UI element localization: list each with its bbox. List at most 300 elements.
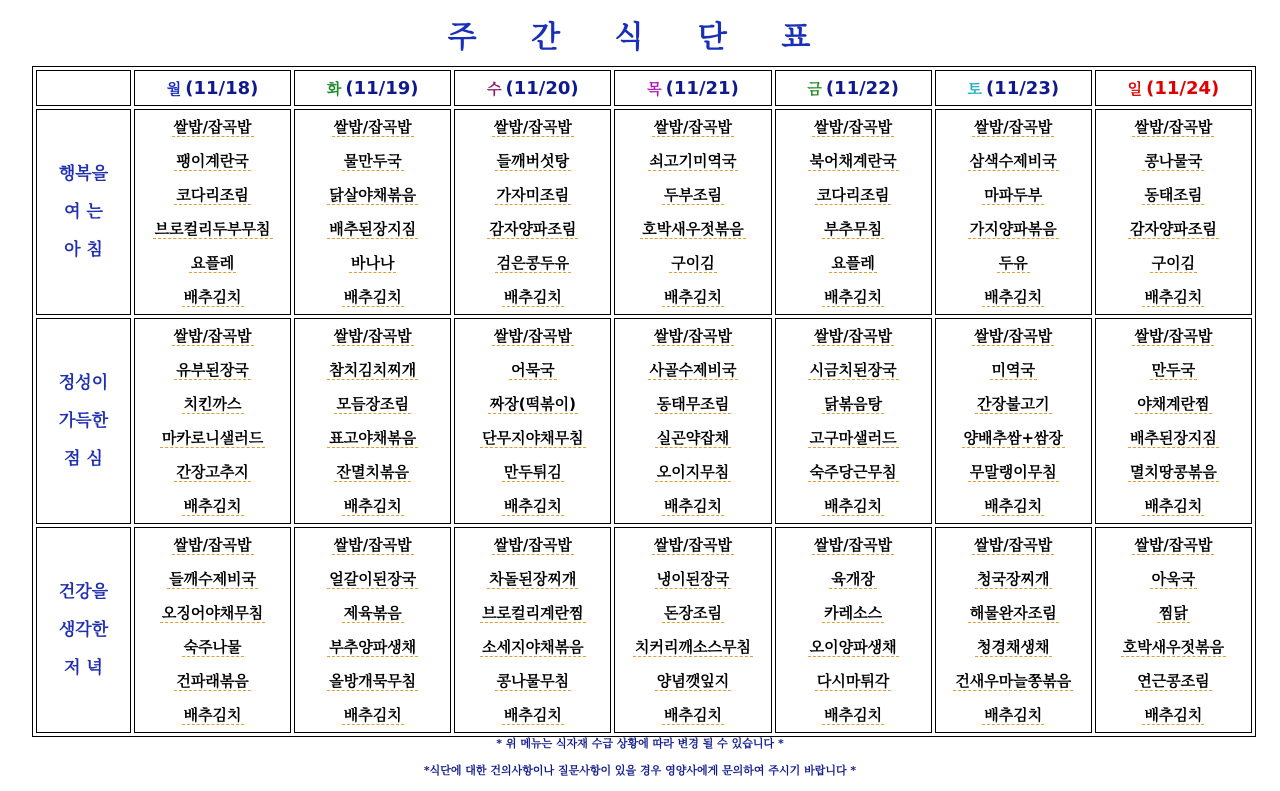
menu-item-text: 구이김	[1151, 254, 1196, 272]
menu-item	[776, 246, 931, 280]
menu-item	[776, 110, 931, 144]
menu-item-text: 브로컬리계란찜	[482, 604, 584, 622]
menu-item	[455, 455, 610, 489]
menu-item-text: 간장불고기	[977, 395, 1050, 413]
menu-item	[135, 630, 290, 664]
menu-item-text: 동태조림	[1144, 186, 1203, 204]
menu-item	[295, 110, 450, 144]
menu-item-text: 해물완자조림	[969, 604, 1057, 622]
menu-item	[615, 280, 770, 314]
menu-item	[615, 664, 770, 698]
menu-item	[455, 528, 610, 562]
menu-item	[936, 664, 1091, 698]
day-header	[454, 70, 611, 106]
day-date-label: (11/20)	[505, 77, 579, 99]
menu-item-text: 두유	[998, 254, 1028, 272]
menu-cell	[775, 109, 932, 315]
menu-item	[936, 596, 1091, 630]
menu-item	[936, 630, 1091, 664]
menu-item	[295, 212, 450, 246]
menu-item-text: 쌀밥/잡곡밥	[974, 536, 1053, 554]
menu-item-text: 닭볶음탕	[824, 395, 883, 413]
menu-item-text: 얼갈이된장국	[329, 570, 417, 588]
menu-item	[615, 596, 770, 630]
day-date-label: (11/18)	[185, 77, 259, 99]
menu-item	[936, 562, 1091, 596]
menu-item	[295, 246, 450, 280]
menu-item-text: 배추김치	[343, 706, 402, 724]
menu-item	[1096, 319, 1251, 353]
menu-item	[1096, 178, 1251, 212]
menu-item-text: 양배추쌈+쌈장	[963, 429, 1064, 447]
menu-item-text: 배추김치	[984, 497, 1043, 515]
menu-item	[1096, 562, 1251, 596]
menu-item	[455, 319, 610, 353]
meal-label	[36, 527, 131, 733]
menu-item-text: 마카로니샐러드	[161, 429, 264, 447]
menu-item-text: 청경채생채	[977, 638, 1050, 656]
menu-item-text: 쇠고기미역국	[649, 152, 737, 170]
page-title: 주 간 식 단 표	[447, 20, 833, 55]
menu-item	[455, 421, 610, 455]
meal-row	[36, 109, 1252, 315]
menu-item-text: 어묵국	[511, 361, 555, 379]
menu-item	[135, 664, 290, 698]
menu-item	[615, 144, 770, 178]
menu-item-text: 배추김치	[183, 706, 242, 724]
menu-item-text: 배추김치	[984, 288, 1043, 306]
menu-item-text: 다시마튀각	[816, 672, 890, 690]
menu-item	[776, 630, 931, 664]
menu-item	[135, 178, 290, 212]
menu-item	[936, 144, 1091, 178]
meal-label-line: 가득한	[58, 411, 109, 431]
menu-cell	[1095, 109, 1252, 315]
menu-item-text: 쌀밥/잡곡밥	[173, 118, 252, 136]
menu-item-text: 쌀밥/잡곡밥	[814, 327, 893, 345]
menu-item	[1096, 246, 1251, 280]
menu-item	[455, 144, 610, 178]
menu-item-text: 배추김치	[503, 288, 562, 306]
meal-row	[36, 318, 1252, 524]
menu-item-text: 쌀밥/잡곡밥	[1134, 118, 1213, 136]
menu-item-text: 쌀밥/잡곡밥	[654, 536, 732, 554]
menu-item-text: 쌀밥/잡곡밥	[814, 536, 893, 554]
menu-item	[776, 562, 931, 596]
menu-item	[615, 455, 770, 489]
menu-item-text: 검은콩두유	[496, 254, 570, 272]
menu-item	[1096, 596, 1251, 630]
menu-item	[936, 528, 1091, 562]
menu-cell	[134, 527, 291, 733]
menu-item	[455, 280, 610, 314]
menu-item-text: 배추김치	[503, 497, 562, 515]
menu-item-text: 찜닭	[1158, 604, 1188, 622]
menu-item-text: 코다리조림	[176, 186, 249, 204]
meal-label-line: 여 는	[64, 202, 103, 222]
menu-item-text: 야채계란찜	[1137, 395, 1210, 413]
menu-item	[615, 489, 770, 523]
menu-item-text: 배추김치	[984, 706, 1043, 724]
menu-item-text: 표고야채볶음	[329, 429, 417, 447]
menu-item-text: 쌀밥/잡곡밥	[333, 536, 412, 554]
menu-cell	[614, 527, 771, 733]
menu-item	[455, 698, 610, 732]
menu-item	[455, 246, 610, 280]
menu-item	[295, 664, 450, 698]
menu-item-text: 간장고추지	[176, 463, 249, 481]
menu-item-text: 삼색수제비국	[969, 152, 1057, 170]
menu-item	[1096, 110, 1251, 144]
menu-item-text: 배추김치	[1144, 288, 1203, 306]
menu-item	[135, 212, 290, 246]
menu-cell	[1095, 318, 1252, 524]
menu-item-text: 쌀밥/잡곡밥	[173, 536, 252, 554]
menu-item	[936, 280, 1091, 314]
menu-item-text: 고구마샐러드	[809, 429, 897, 447]
menu-item-text: 호박새우젓볶음	[642, 220, 744, 238]
meal-label-line: 행복을	[58, 164, 109, 184]
menu-item-text: 오이지무침	[656, 463, 730, 481]
menu-item	[295, 596, 450, 630]
menu-item-text: 닭살야채볶음	[329, 186, 417, 204]
menu-item	[615, 630, 770, 664]
menu-item-text: 쌀밥/잡곡밥	[493, 536, 572, 554]
menu-item	[936, 455, 1091, 489]
menu-item	[295, 489, 450, 523]
menu-item	[455, 178, 610, 212]
menu-item	[1096, 353, 1251, 387]
menu-item	[1096, 630, 1251, 664]
meal-label-line: 생각한	[58, 620, 109, 640]
meal-label-line: 저 녁	[64, 658, 103, 678]
day-header	[775, 70, 932, 106]
menu-item	[455, 110, 610, 144]
meal-label	[36, 318, 131, 524]
day-date-label: (11/23)	[985, 77, 1060, 99]
menu-cell	[775, 527, 932, 733]
menu-item-text: 부추무침	[824, 220, 883, 238]
menu-item-text: 숙주나물	[183, 638, 242, 656]
menu-item-text: 감자양파조림	[489, 220, 577, 238]
day-date-label: (11/19)	[345, 77, 419, 99]
menu-item	[135, 698, 290, 732]
menu-item	[135, 280, 290, 314]
menu-item	[776, 596, 931, 630]
menu-item-text: 유부된장국	[176, 361, 249, 379]
menu-item-text: 브로컬리두부무침	[154, 220, 271, 238]
menu-item	[135, 110, 290, 144]
meal-label-line: 아 침	[64, 240, 103, 260]
menu-item	[776, 421, 931, 455]
menu-item	[776, 319, 931, 353]
menu-item	[776, 212, 931, 246]
menu-item-text: 치커리깨소스무침	[635, 638, 751, 656]
menu-item	[135, 455, 290, 489]
menu-item	[295, 387, 450, 421]
menu-change-note: * 위 메뉴는 식자재 수급 상황에 따라 변경 될 수 있습니다 *	[496, 737, 784, 750]
day-date-label: (11/21)	[665, 77, 739, 99]
menu-item-text: 쌀밥/잡곡밥	[493, 327, 572, 345]
menu-item-text: 참치김치찌개	[329, 361, 417, 379]
menu-item-text: 동태무조림	[656, 395, 730, 413]
menu-item	[455, 562, 610, 596]
menu-item	[295, 421, 450, 455]
menu-item-text: 배추김치	[183, 288, 242, 306]
menu-item-text: 쌀밥/잡곡밥	[1134, 327, 1213, 345]
menu-item-text: 돈장조림	[664, 604, 722, 622]
menu-item-text: 구이김	[671, 254, 715, 272]
menu-item-text: 호박새우젓볶음	[1122, 638, 1225, 656]
menu-item	[615, 212, 770, 246]
menu-item	[776, 489, 931, 523]
menu-item	[936, 387, 1091, 421]
menu-cell	[935, 527, 1092, 733]
menu-item	[776, 664, 931, 698]
menu-item	[295, 528, 450, 562]
menu-item	[455, 630, 610, 664]
menu-item-text: 배추김치	[824, 706, 883, 724]
menu-item	[936, 246, 1091, 280]
day-badge-icon: 화	[326, 79, 342, 98]
menu-cell	[134, 109, 291, 315]
menu-item	[615, 319, 770, 353]
menu-item-text: 양념깻잎지	[656, 672, 730, 690]
menu-item-text: 제육볶음	[343, 604, 402, 622]
menu-cell	[935, 109, 1092, 315]
menu-item	[135, 489, 290, 523]
menu-item-text: 배추김치	[1144, 497, 1203, 515]
menu-item-text: 냉이된장국	[656, 570, 730, 588]
menu-item	[455, 387, 610, 421]
day-header	[614, 70, 771, 106]
menu-item	[1096, 421, 1251, 455]
menu-item-text: 카레소스	[824, 604, 883, 622]
menu-cell	[454, 109, 611, 315]
day-badge-icon: 목	[647, 79, 662, 98]
meal-row	[36, 527, 1252, 733]
menu-item-text: 쌀밥/잡곡밥	[654, 327, 732, 345]
menu-item-text: 요플레	[831, 254, 875, 272]
menu-item-text: 배추김치	[183, 497, 242, 515]
menu-item	[1096, 528, 1251, 562]
day-badge-icon: 금	[807, 79, 822, 98]
meal-label-line: 정성이	[58, 373, 109, 393]
menu-item	[615, 246, 770, 280]
menu-item	[1096, 212, 1251, 246]
menu-item	[455, 664, 610, 698]
menu-item	[615, 562, 770, 596]
menu-item-text: 올방개묵무침	[329, 672, 417, 690]
menu-item-text: 잔멸치볶음	[336, 463, 409, 481]
menu-item-text: 들깨버섯탕	[496, 152, 570, 170]
menu-item	[615, 421, 770, 455]
menu-item-text: 들깨수제비국	[169, 570, 257, 588]
menu-item-text: 배추김치	[343, 497, 402, 515]
menu-item-text: 쌀밥/잡곡밥	[493, 118, 572, 136]
menu-item-text: 배추된장지짐	[1129, 429, 1217, 447]
menu-item-text: 가지양파볶음	[969, 220, 1057, 238]
menu-item-text: 물만두국	[343, 152, 402, 170]
menu-item	[1096, 455, 1251, 489]
menu-item	[455, 353, 610, 387]
menu-cell	[935, 318, 1092, 524]
menu-item-text: 코다리조림	[816, 186, 890, 204]
menu-item-text: 배추김치	[343, 288, 402, 306]
menu-item-text: 모듬장조림	[336, 395, 409, 413]
day-date-label: (11/24)	[1146, 77, 1220, 99]
day-header	[294, 70, 451, 106]
menu-item	[776, 353, 931, 387]
menu-cell	[294, 318, 451, 524]
menu-item	[455, 212, 610, 246]
menu-item-text: 차돌된장찌개	[489, 570, 577, 588]
menu-item-text: 배추김치	[503, 706, 562, 724]
day-date-label: (11/22)	[825, 77, 899, 99]
menu-item-text: 무말랭이무침	[969, 463, 1057, 481]
menu-cell	[775, 318, 932, 524]
menu-item	[295, 630, 450, 664]
menu-cell	[1095, 527, 1252, 733]
menu-item	[295, 280, 450, 314]
menu-item	[936, 212, 1091, 246]
menu-item-text: 팽이계란국	[176, 152, 249, 170]
menu-item	[1096, 280, 1251, 314]
menu-item	[295, 144, 450, 178]
day-header	[935, 70, 1092, 106]
menu-item	[615, 528, 770, 562]
menu-item-text: 쌀밥/잡곡밥	[333, 118, 412, 136]
menu-item	[295, 455, 450, 489]
menu-item-text: 배추김치	[664, 706, 722, 724]
menu-item	[615, 353, 770, 387]
menu-item-text: 가자미조림	[496, 186, 570, 204]
meal-label	[36, 109, 131, 315]
menu-item-text: 오이양파생채	[809, 638, 897, 656]
menu-item	[295, 353, 450, 387]
menu-item-text: 만두튀김	[503, 463, 562, 481]
menu-cell	[614, 109, 771, 315]
menu-item	[936, 421, 1091, 455]
day-header	[134, 70, 291, 106]
meal-label-line: 건강을	[58, 582, 109, 602]
menu-item	[615, 178, 770, 212]
menu-item-text: 배추김치	[824, 497, 883, 515]
menu-item-text: 쌀밥/잡곡밥	[1134, 536, 1213, 554]
menu-item	[295, 562, 450, 596]
menu-item-text: 바나나	[350, 254, 395, 272]
menu-item	[936, 489, 1091, 523]
menu-item	[135, 528, 290, 562]
menu-item	[135, 596, 290, 630]
menu-item	[776, 455, 931, 489]
menu-item-text: 건파래볶음	[176, 672, 249, 690]
day-badge-icon: 수	[487, 79, 502, 98]
menu-cell	[454, 318, 611, 524]
menu-item	[615, 387, 770, 421]
menu-item	[295, 319, 450, 353]
menu-item	[1096, 698, 1251, 732]
menu-item-text: 콩나물무침	[496, 672, 570, 690]
menu-item-text: 청국장찌개	[977, 570, 1050, 588]
menu-item-text: 미역국	[991, 361, 1036, 379]
menu-item-text: 실곤약잡채	[656, 429, 730, 447]
menu-item	[135, 353, 290, 387]
menu-item	[936, 353, 1091, 387]
menu-item-text: 쌀밥/잡곡밥	[814, 118, 893, 136]
menu-item-text: 쌀밥/잡곡밥	[974, 118, 1053, 136]
menu-item	[615, 110, 770, 144]
menu-item	[1096, 387, 1251, 421]
menu-item-text: 치킨까스	[183, 395, 242, 413]
menu-item	[776, 387, 931, 421]
menu-cell	[454, 527, 611, 733]
menu-item	[295, 698, 450, 732]
menu-item-text: 배추된장지짐	[329, 220, 417, 238]
menu-cell	[294, 109, 451, 315]
menu-item-text: 부추양파생채	[329, 638, 417, 656]
day-badge-icon: 월	[166, 79, 182, 98]
menu-item	[135, 319, 290, 353]
menu-item	[936, 110, 1091, 144]
menu-item	[615, 698, 770, 732]
meal-label-line: 점 심	[64, 449, 103, 469]
menu-item-text: 배추김치	[664, 288, 722, 306]
day-header	[1095, 70, 1252, 106]
menu-item-text: 콩나물국	[1144, 152, 1203, 170]
menu-item-text: 아욱국	[1151, 570, 1196, 588]
menu-item-text: 배추김치	[1144, 706, 1203, 724]
menu-item	[776, 144, 931, 178]
menu-item	[135, 387, 290, 421]
menu-item-text: 감자양파조림	[1129, 220, 1217, 238]
menu-item	[1096, 489, 1251, 523]
menu-item	[776, 698, 931, 732]
menu-item-text: 시금치된장국	[809, 361, 897, 379]
menu-item-text: 배추김치	[824, 288, 883, 306]
menu-item-text: 마파두부	[984, 186, 1043, 204]
menu-item	[776, 528, 931, 562]
menu-item-text: 단무지야채무침	[482, 429, 584, 447]
menu-item-text: 쌀밥/잡곡밥	[974, 327, 1053, 345]
menu-item	[455, 596, 610, 630]
menu-item-text: 쌀밥/잡곡밥	[333, 327, 412, 345]
menu-item-text: 육개장	[831, 570, 875, 588]
menu-item-text: 두부조림	[664, 186, 722, 204]
menu-cell	[134, 318, 291, 524]
menu-item-text: 배추김치	[664, 497, 722, 515]
menu-item-text: 쌀밥/잡곡밥	[654, 118, 732, 136]
menu-item	[135, 421, 290, 455]
menu-item	[135, 562, 290, 596]
menu-cell	[294, 527, 451, 733]
menu-item	[135, 144, 290, 178]
menu-item-text: 북어채계란국	[809, 152, 897, 170]
menu-item-text: 건새우마늘쫑볶음	[955, 672, 1072, 690]
menu-item	[295, 178, 450, 212]
menu-item-text: 짜장(떡볶이)	[489, 395, 576, 413]
day-header-row	[36, 70, 1252, 106]
menu-item-text: 멸치땅콩볶음	[1129, 463, 1217, 481]
menu-item-text: 사골수제비국	[649, 361, 737, 379]
menu-item	[1096, 144, 1251, 178]
menu-item	[936, 698, 1091, 732]
menu-item-text: 요플레	[190, 254, 235, 272]
menu-cell	[614, 318, 771, 524]
weekly-menu-table	[32, 66, 1256, 737]
menu-item	[455, 489, 610, 523]
menu-item-text: 오징어야채무침	[161, 604, 264, 622]
